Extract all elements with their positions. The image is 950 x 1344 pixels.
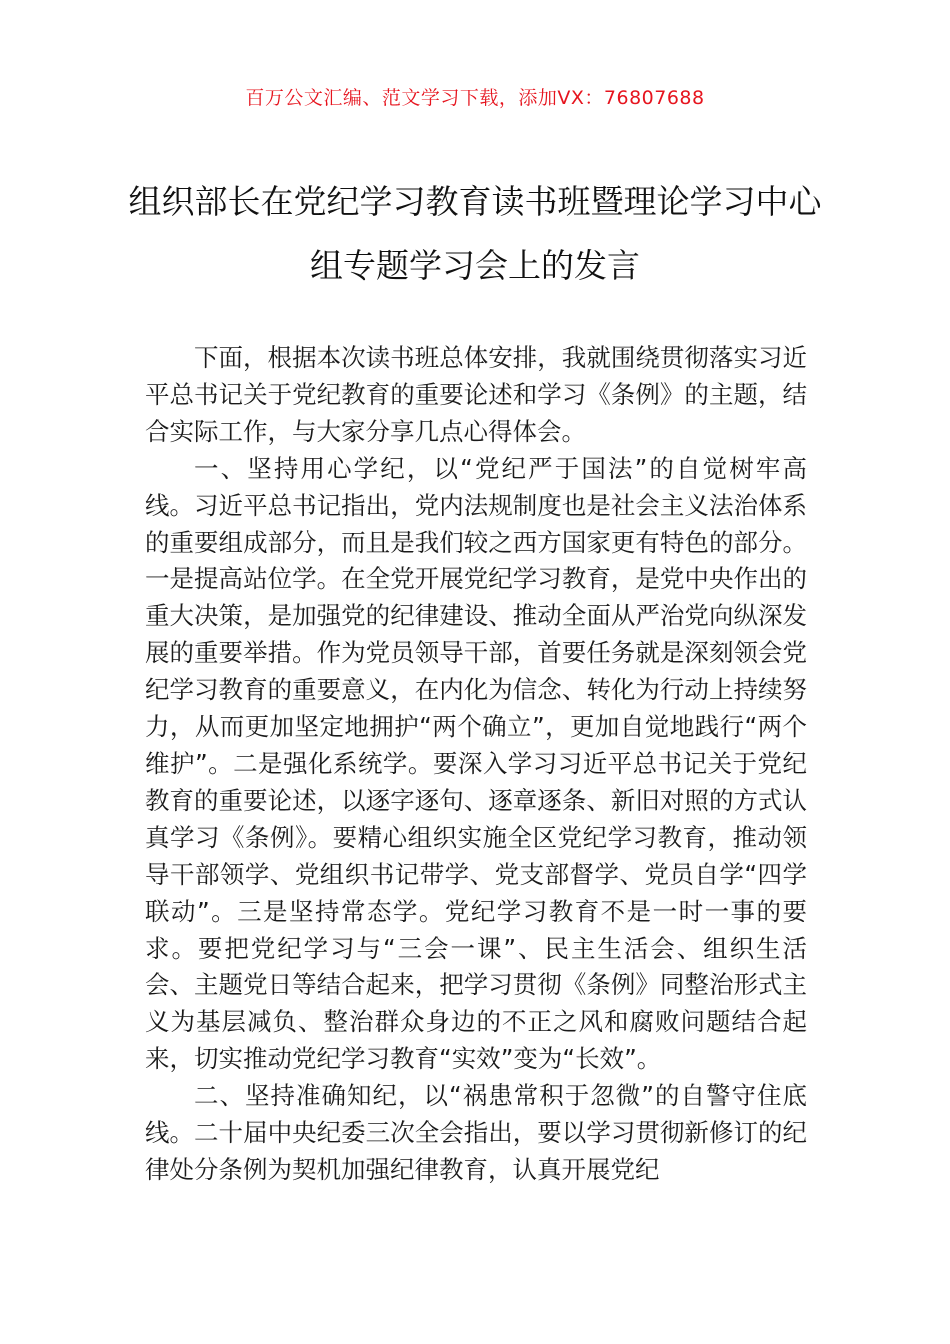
document-title: 组织部长在党纪学习教育读书班暨理论学习中心组专题学习会上的发言 [128,182,822,285]
paragraph-section-1: 一、坚持用心学纪，以“党纪严于国法”的自觉树牢高线。习近平总书记指出，党内法规制度也是社会主义法治体系的重要组成部分，而且是我们较之西方国家更有特色的部分。一是提高站位学。在全党开展党纪学习教育，是党中央作出的重大决策，是加强党的纪律建设、推动全面从严治党向纵深发展的重要举措。作为党员领导干部，首要任务就是深刻领会党纪学习教育的重要意义，在内化为信念、转化为行动上持续努力，从而更加坚定地拥护“两个确立”，更加自觉地践行“两个维护”。二是强化系统学。要深入学习习近平总书记关于党纪教育的重要论述，以逐字逐句、逐章逐条、新旧对照的方式认真学习《条例》。要精心组织实施全区党纪学习教育，推动领导干部领学、党组织书记带学、党支部督学、党员自学“四学联动”。三是坚持常态学。党纪学习教育不是一时一事的要求。要把党纪学习与“三会一课”、民主生活会、组织生活会、主题党日等结合起来，把学习贯彻《条例》同整治形式主义为基层减负、整治群众身边的不正之风和腐败问题结合起来，切实推动党纪学习教育“实效”变为“长效”。 [145,453,807,1074]
paragraph-intro: 下面，根据本次读书班总体安排，我就围绕贯彻落实习近平总书记关于党纪教育的重要论述和学习《条例》的主题，结合实际工作，与大家分享几点心得体会。 [145,343,807,446]
header-note: 百万公文汇编、范文学习下载，添加VX：76807688 [245,87,705,109]
paragraph-section-2: 二、坚持准确知纪，以“祸患常积于忽微”的自警守住底线。二十届中央纪委三次全会指出，要以学习贯彻新修订的纪律处分条例为契机加强纪律教育，认真开展党纪 [145,1081,807,1184]
document-body [145,340,807,1189]
